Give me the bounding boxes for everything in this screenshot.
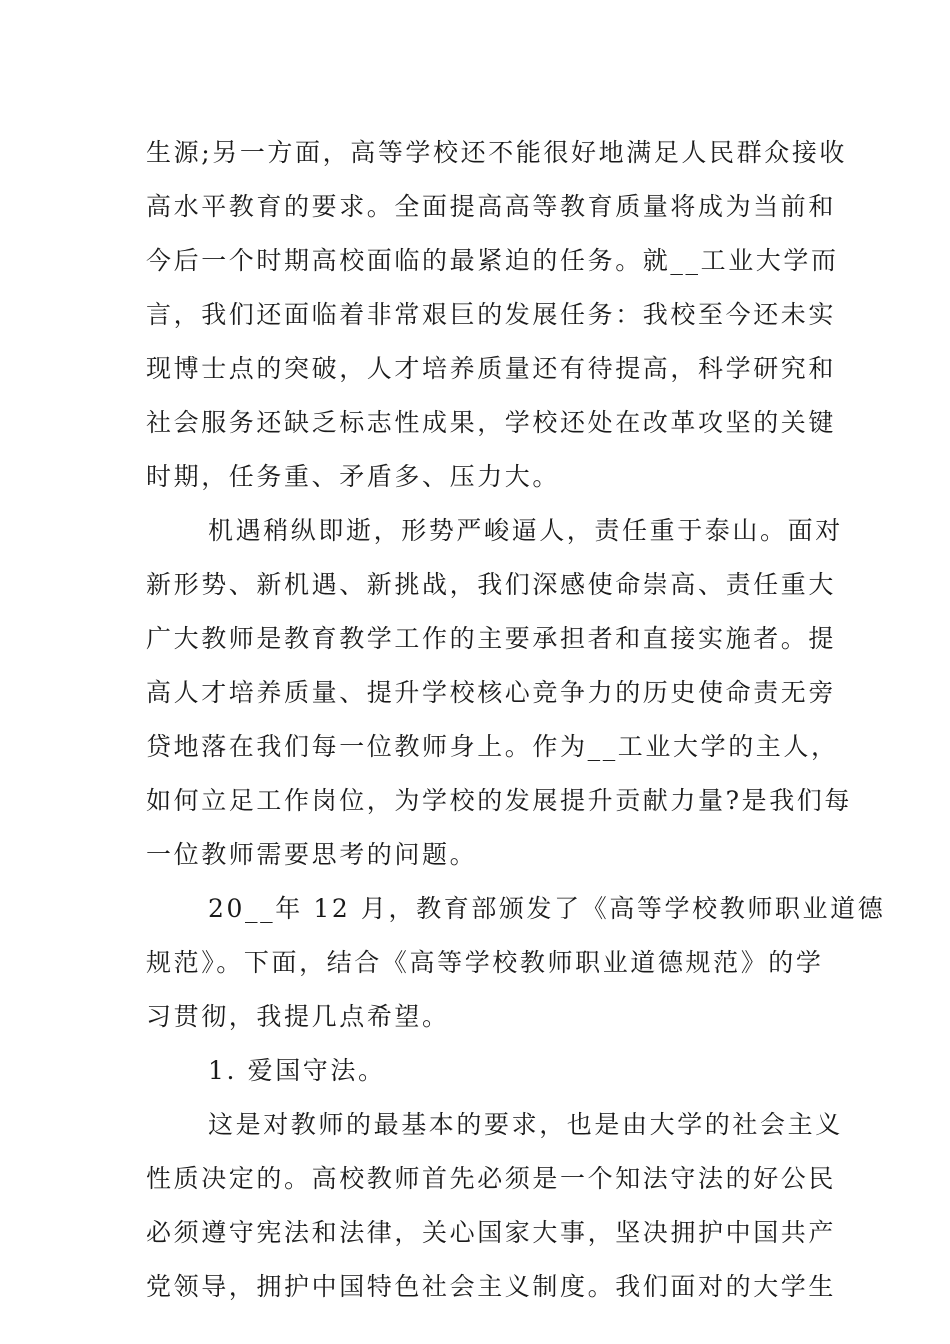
heading-line: 1. 爱国守法。 — [208, 1056, 386, 1085]
paragraph-1 — [146, 126, 848, 504]
text-line: 广大教师是教育教学工作的主要承担者和直接实施者。提 — [146, 624, 837, 653]
section-heading-1 — [146, 1044, 810, 1098]
text-line: 言，我们还面临着非常艰巨的发展任务：我校至今还未实 — [146, 300, 837, 329]
text-line: 新形势、新机遇、新挑战，我们深感使命崇高、责任重大 — [146, 570, 837, 599]
text-line: 贷地落在我们每一位教师身上。作为__工业大学的主人， — [146, 732, 839, 761]
text-line: 今后一个时期高校面临的最紧迫的任务。就__工业大学而 — [146, 246, 839, 275]
text-line: 如何立足工作岗位，为学校的发展提升贡献力量?是我们每 — [146, 786, 853, 815]
text-line: 高水平教育的要求。全面提高高等教育质量将成为当前和 — [146, 192, 837, 221]
text-line: 这是对教师的最基本的要求，也是由大学的社会主义 — [208, 1110, 843, 1139]
text-line: 现博士点的突破，人才培养质量还有待提高，科学研究和 — [146, 354, 837, 383]
text-line: 社会服务还缺乏标志性成果，学校还处在改革攻坚的关键 — [146, 408, 837, 437]
text-line: 性质决定的。高校教师首先必须是一个知法守法的好公民 — [146, 1164, 837, 1193]
text-line: 20__年 12 月，教育部颁发了《高等学校教师职业道德 — [208, 894, 886, 923]
paragraph-2 — [146, 504, 853, 882]
text-line: 一位教师需要思考的问题。 — [146, 840, 478, 869]
text-line: 时期，任务重、矛盾多、压力大。 — [146, 462, 561, 491]
text-line: 党领导，拥护中国特色社会主义制度。我们面对的大学生 — [146, 1272, 837, 1301]
paragraph-5 — [146, 1098, 843, 1314]
text-line: 必须遵守宪法和法律，关心国家大事，坚决拥护中国共产 — [146, 1218, 837, 1247]
text-line: 高人才培养质量、提升学校核心竞争力的历史使命责无旁 — [146, 678, 837, 707]
text-line: 习贯彻，我提几点希望。 — [146, 1002, 450, 1031]
document-body — [146, 126, 886, 1314]
text-line: 生源;另一方面，高等学校还不能很好地满足人民群众接收 — [146, 138, 848, 167]
text-line: 机遇稍纵即逝，形势严峻逼人，责任重于泰山。面对 — [208, 516, 843, 545]
paragraph-3 — [146, 882, 886, 1044]
text-line: 规范》。下面，结合《高等学校教师职业道德规范》的学 — [146, 948, 824, 977]
